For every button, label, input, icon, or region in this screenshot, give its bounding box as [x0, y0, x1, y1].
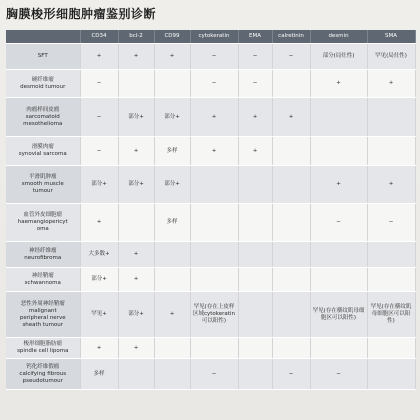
table-cell — [367, 268, 415, 292]
table-cell: 大多数+ — [80, 242, 118, 268]
table-cell — [367, 137, 415, 166]
table-cell: 罕见(存在上皮样区域cytokeratin可以阳性) — [190, 292, 238, 338]
row-label: 钙化纤维假瘤 calcifying fibrous pseudotumour — [6, 359, 80, 390]
table-cell: 部分+ — [118, 166, 154, 204]
column-header: CD99 — [154, 30, 190, 44]
table-cell: + — [80, 204, 118, 242]
table-cell: + — [118, 44, 154, 70]
table-cell — [310, 137, 367, 166]
table-cell — [272, 204, 310, 242]
table-cell: + — [238, 98, 272, 137]
table-cell: 多样 — [154, 137, 190, 166]
table-cell — [367, 242, 415, 268]
table-cell: + — [272, 98, 310, 137]
table-cell — [238, 242, 272, 268]
table-cell: 部分+ — [154, 166, 190, 204]
table-cell: − — [80, 70, 118, 98]
table-cell: + — [310, 70, 367, 98]
table-cell: − — [190, 70, 238, 98]
table-cell: − — [190, 359, 238, 390]
table-cell: 部分+ — [118, 292, 154, 338]
row-label: 血管外皮细胞瘤 haemangiopericyt oma — [6, 204, 80, 242]
table-cell — [154, 338, 190, 359]
table-cell — [190, 268, 238, 292]
table-cell — [154, 70, 190, 98]
row-label: SFT — [6, 44, 80, 70]
table-cell: + — [118, 242, 154, 268]
table-cell — [154, 268, 190, 292]
table-cell: + — [118, 338, 154, 359]
table-cell: 部分+ — [154, 98, 190, 137]
table-cell: 多样 — [154, 204, 190, 242]
table-cell — [272, 70, 310, 98]
header-row — [6, 30, 415, 44]
table-cell — [238, 268, 272, 292]
table-cell — [118, 70, 154, 98]
table-cell: 部分(局灶性) — [310, 44, 367, 70]
table-cell — [367, 338, 415, 359]
table-cell — [367, 98, 415, 137]
table-cell — [190, 204, 238, 242]
table-cell: + — [154, 44, 190, 70]
table-cell: + — [154, 292, 190, 338]
table-cell — [190, 338, 238, 359]
table-cell — [154, 359, 190, 390]
row-label: 平滑肌肿瘤 smooth muscle tumour — [6, 166, 80, 204]
table-cell: − — [190, 44, 238, 70]
table-cell: − — [310, 204, 367, 242]
table-row — [6, 137, 415, 166]
table-cell — [272, 242, 310, 268]
table-cell: + — [367, 166, 415, 204]
table-cell: + — [238, 137, 272, 166]
table-cell — [118, 204, 154, 242]
table-cell: + — [310, 166, 367, 204]
table-cell — [118, 359, 154, 390]
table-row — [6, 166, 415, 204]
table-row — [6, 98, 415, 137]
table-cell: 部分+ — [80, 268, 118, 292]
table-cell: − — [238, 44, 272, 70]
table-cell: + — [80, 338, 118, 359]
table-cell: − — [272, 359, 310, 390]
table-cell: 罕见(存在横纹肌母细胞区可以阳性) — [367, 292, 415, 338]
row-label: 滑膜肉瘤 synovial sarcoma — [6, 137, 80, 166]
table-cell — [272, 338, 310, 359]
table-cell: + — [80, 44, 118, 70]
table-cell: 罕见(局灶性) — [367, 44, 415, 70]
row-label: 硬纤维瘤 desmoid tumour — [6, 70, 80, 98]
table-cell — [238, 166, 272, 204]
table-cell — [310, 242, 367, 268]
table-cell: + — [367, 70, 415, 98]
table-cell: 罕见+ — [80, 292, 118, 338]
table-cell — [272, 166, 310, 204]
row-label: 神经纤维瘤 neurofibroma — [6, 242, 80, 268]
page-title: 胸膜梭形细胞肿瘤鉴别诊断 — [6, 7, 157, 21]
table-cell: 罕见(存在横纹肌母细胞区可以阳性) — [310, 292, 367, 338]
column-header: SMA — [367, 30, 415, 44]
table-cell: − — [238, 70, 272, 98]
table-cell: + — [190, 137, 238, 166]
column-header: desmin — [310, 30, 367, 44]
table-cell — [154, 242, 190, 268]
differential-diagnosis-table — [6, 30, 416, 390]
table-cell — [310, 98, 367, 137]
table-row — [6, 70, 415, 98]
table-cell: − — [80, 98, 118, 137]
table-cell — [272, 268, 310, 292]
column-header: EMA — [238, 30, 272, 44]
table-cell — [310, 338, 367, 359]
column-header — [6, 30, 80, 44]
table-cell: − — [367, 204, 415, 242]
table-row — [6, 44, 415, 70]
row-label: 肉瘤样间皮瘤 sarcomatoid mesothelioma — [6, 98, 80, 137]
column-header: calretinin — [272, 30, 310, 44]
table-cell — [310, 268, 367, 292]
table-cell: − — [80, 137, 118, 166]
table-cell: 部分+ — [118, 98, 154, 137]
row-label: 恶性外周神经鞘瘤 malignant peripheral nerve sheath tumour — [6, 292, 80, 338]
table-cell: + — [190, 98, 238, 137]
table-cell — [190, 242, 238, 268]
table-cell — [238, 292, 272, 338]
table-row — [6, 204, 415, 242]
table-cell: − — [272, 44, 310, 70]
row-label: 梭形细胞脂肪瘤 spindle cell lipoma — [6, 338, 80, 359]
table-row — [6, 359, 415, 390]
table-cell — [238, 204, 272, 242]
table-row — [6, 242, 415, 268]
table-cell: − — [310, 359, 367, 390]
table-cell — [272, 292, 310, 338]
table-cell — [238, 338, 272, 359]
table-cell: + — [118, 137, 154, 166]
table-cell — [190, 166, 238, 204]
row-label: 神经鞘瘤 schwannoma — [6, 268, 80, 292]
table-cell — [238, 359, 272, 390]
table-cell: 部分+ — [80, 166, 118, 204]
table-cell: 多样 — [80, 359, 118, 390]
table-cell — [367, 359, 415, 390]
column-header: CD34 — [80, 30, 118, 44]
table-row — [6, 338, 415, 359]
table-row — [6, 268, 415, 292]
column-header: cytokeratin — [190, 30, 238, 44]
table-cell — [272, 137, 310, 166]
column-header: bcl-2 — [118, 30, 154, 44]
table-cell: + — [118, 268, 154, 292]
table-row — [6, 292, 415, 338]
